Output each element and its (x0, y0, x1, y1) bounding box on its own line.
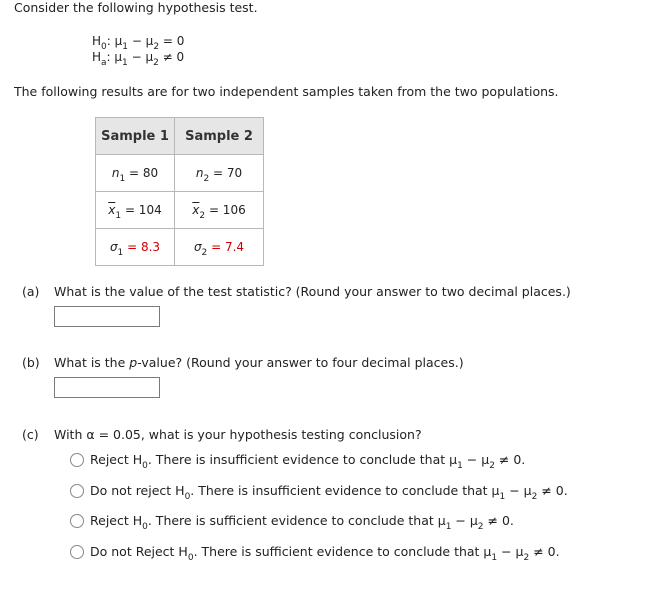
x2-sym: $\overline{x}$ (192, 203, 200, 217)
option-1-radio[interactable] (70, 453, 84, 467)
alt-hypothesis (92, 50, 185, 68)
opt2-minus: − μ (505, 483, 532, 498)
x1-val: = 104 (121, 203, 162, 217)
ha-label: H (92, 50, 102, 64)
part-b-q-pre: What is the (54, 355, 130, 370)
opt4-post: . There is sufficient evidence to conclude that μ (193, 544, 492, 559)
part-b-label: (b) (22, 355, 40, 370)
opt3-end: ≠ 0. (483, 513, 514, 528)
option-4-radio[interactable] (70, 545, 84, 559)
opt3-sub0: 0 (142, 522, 148, 532)
part-c-label: (c) (22, 427, 39, 442)
h0-label: H (92, 34, 102, 48)
part-a-answer-input[interactable] (54, 306, 160, 327)
h0-rhs: = 0 (159, 34, 185, 48)
opt4-sub0: 0 (187, 553, 194, 563)
opt4-minus: − μ (497, 544, 524, 559)
opt1-sub2: 2 (489, 461, 495, 471)
h0-minus: − μ (128, 34, 154, 48)
opt3-sub1: 1 (445, 522, 452, 532)
opt3-minus: − μ (451, 513, 478, 528)
opt2-sub1: 1 (499, 492, 506, 502)
ha-minus: − μ (127, 50, 154, 64)
cell-x1 (96, 192, 175, 229)
option-1-label[interactable] (90, 452, 526, 471)
opt1-post: . There is insufficient evidence to conclude that μ (147, 452, 458, 467)
opt4-pre: Do not Reject H (90, 544, 188, 559)
ha-sub1: 1 (122, 58, 128, 68)
cell-sigma2 (175, 229, 264, 266)
opt3-post: . There is sufficient evidence to conclude that μ (147, 513, 446, 528)
part-b-answer-input[interactable] (54, 377, 160, 398)
h0-mu: : μ (106, 34, 123, 48)
x1-sub: 1 (115, 211, 122, 221)
results-text: The following results are for two independent samples taken from the two populations. (14, 84, 559, 99)
part-a-label: (a) (22, 284, 40, 299)
option-2-label[interactable] (90, 483, 568, 502)
header-sample-2: Sample 2 (175, 118, 264, 155)
option-3-radio[interactable] (70, 514, 84, 528)
sigma1-sym: σ (109, 240, 118, 254)
opt2-end: ≠ 0. (537, 483, 568, 498)
ha-mu: : μ (106, 50, 123, 64)
opt1-sub0: 0 (142, 461, 148, 471)
x2-sub: 2 (199, 211, 206, 221)
n1-sym: n (111, 166, 120, 180)
part-a-question: What is the value of the test statistic? (Round your answer to two decimal places.) (54, 284, 571, 299)
opt2-pre: Do not reject H (90, 483, 185, 498)
option-3-label[interactable] (90, 513, 514, 532)
opt2-sub0: 0 (184, 492, 191, 502)
part-b-q-post: -value? (Round your answer to four decimal places.) (137, 355, 464, 370)
cell-x2 (175, 192, 264, 229)
opt2-post: . There is insufficient evidence to conclude that μ (190, 483, 500, 498)
ha-sub: a (101, 58, 107, 68)
null-hypothesis (92, 34, 185, 52)
option-2-radio[interactable] (70, 484, 84, 498)
cell-n2 (175, 155, 264, 192)
opt2-sub2: 2 (531, 492, 538, 502)
part-c-question: With α = 0.05, what is your hypothesis testing conclusion? (54, 427, 422, 442)
cell-sigma1 (96, 229, 175, 266)
opt4-sub1: 1 (491, 553, 498, 563)
part-b-question (54, 355, 464, 370)
ha-sub2: 2 (153, 58, 159, 68)
opt1-pre: Reject H (90, 452, 143, 467)
n1-sub: 1 (119, 174, 126, 184)
x1-sym: $\overline{x}$ (108, 203, 116, 217)
n2-sub: 2 (203, 174, 210, 184)
ha-rhs: ≠ 0 (158, 50, 185, 64)
cell-n1 (96, 155, 175, 192)
n2-val: = 70 (209, 166, 243, 180)
option-4-label[interactable] (90, 544, 560, 563)
opt4-sub2: 2 (523, 553, 530, 563)
sigma1-val: = 8.3 (123, 240, 161, 254)
h0-sub2: 2 (153, 42, 160, 52)
n1-val: = 80 (125, 166, 159, 180)
sample-table (95, 117, 264, 266)
part-b-q-p: p (129, 355, 138, 370)
n2-sym: n (195, 166, 204, 180)
opt1-sub1: 1 (457, 461, 463, 471)
sigma2-sym: σ (193, 240, 202, 254)
opt1-end: ≠ 0. (494, 452, 526, 467)
sigma2-sub: 2 (201, 248, 208, 258)
opt3-pre: Reject H (90, 513, 143, 528)
x2-val: = 106 (205, 203, 246, 217)
sigma1-sub: 1 (117, 248, 124, 258)
opt3-sub2: 2 (477, 522, 484, 532)
opt1-minus: − μ (462, 452, 490, 467)
opt4-end: ≠ 0. (529, 544, 560, 559)
header-sample-1: Sample 1 (96, 118, 175, 155)
intro-text: Consider the following hypothesis test. (14, 0, 258, 15)
h0-sub1: 1 (122, 42, 128, 52)
sigma2-val: = 7.4 (207, 240, 245, 254)
h0-sub: 0 (101, 42, 107, 52)
